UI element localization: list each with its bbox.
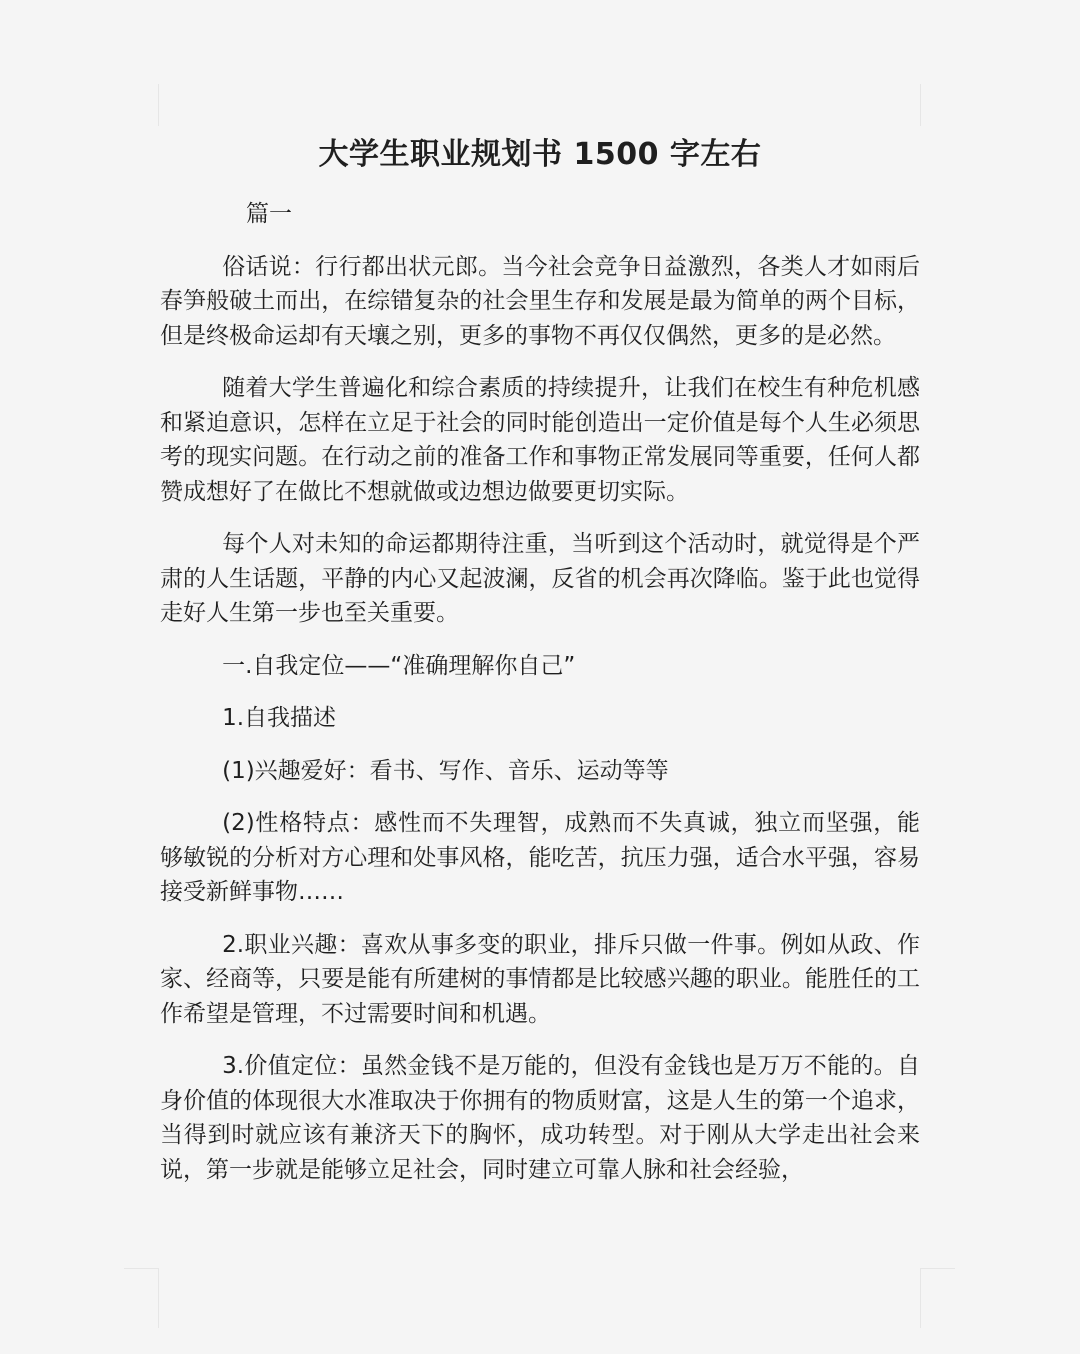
page-corner-mark-bottom-left-h [124, 1268, 158, 1269]
page-corner-mark-top-left [158, 84, 159, 126]
item-interests: (1)兴趣爱好：看书、写作、音乐、运动等等 [222, 757, 669, 784]
page-corner-mark-top-right [920, 84, 921, 126]
document-body [160, 197, 920, 1205]
heading-self-positioning: 一.自我定位——“准确理解你自己” [222, 652, 576, 679]
page-corner-mark-bottom-right-h [921, 1268, 955, 1269]
page-corner-mark-bottom-left-v [158, 1268, 159, 1328]
item-value-positioning: 3.价值定位：虽然金钱不是万能的，但没有金钱也是万万不能的。自身价值的体现很大水准取决于你拥有的物质财富，这是人生的第一个追求，当得到时就应该有兼济天下的胸怀，成功转型。对于刚从大学走出社会来说，第一步就是能够立足社会，同时建立可靠人脉和社会经验， [160, 1053, 920, 1183]
paragraph-motivation: 每个人对未知的命运都期待注重，当听到这个活动时，就觉得是个严肃的人生话题，平静的内心又起波澜，反省的机会再次降临。鉴于此也觉得走好人生第一步也至关重要。 [160, 531, 920, 626]
item-personality: (2)性格特点：感性而不失理智，成熟而不失真诚，独立而坚强，能够敏锐的分析对方心理和处事风格，能吃苦，抗压力强，适合水平强，容易接受新鲜事物…… [160, 810, 920, 905]
paragraph-intro: 俗话说：行行都出状元郎。当今社会竞争日益激烈，各类人才如雨后春笋般破土而出，在综错复杂的社会里生存和发展是最为简单的两个目标，但是终极命运却有天壤之别，更多的事物不再仅仅偶然，更多的是必然。 [160, 253, 920, 349]
page-corner-mark-bottom-right-v [920, 1268, 921, 1328]
document-title: 大学生职业规划书 1500 字左右 [318, 137, 762, 172]
paragraph-background: 随着大学生普遍化和综合素质的持续提升，让我们在校生有种危机感和紧迫意识，怎样在立足于社会的同时能创造出一定价值是每个人生必须思考的现实问题。在行动之前的准备工作和事物正常发展同等重要，任何人都赞成想好了在做比不想就做或边想边做要更切实际。 [160, 375, 920, 505]
item-career-interest: 2.职业兴趣：喜欢从事多变的职业，排斥只做一件事。例如从政、作家、经商等，只要是能有所建树的事情都是比较感兴趣的职业。能胜任的工作希望是管理，不过需要时间和机遇。 [160, 931, 920, 1027]
section-label: 篇一 [246, 201, 292, 227]
heading-self-description: 1.自我描述 [222, 705, 337, 731]
